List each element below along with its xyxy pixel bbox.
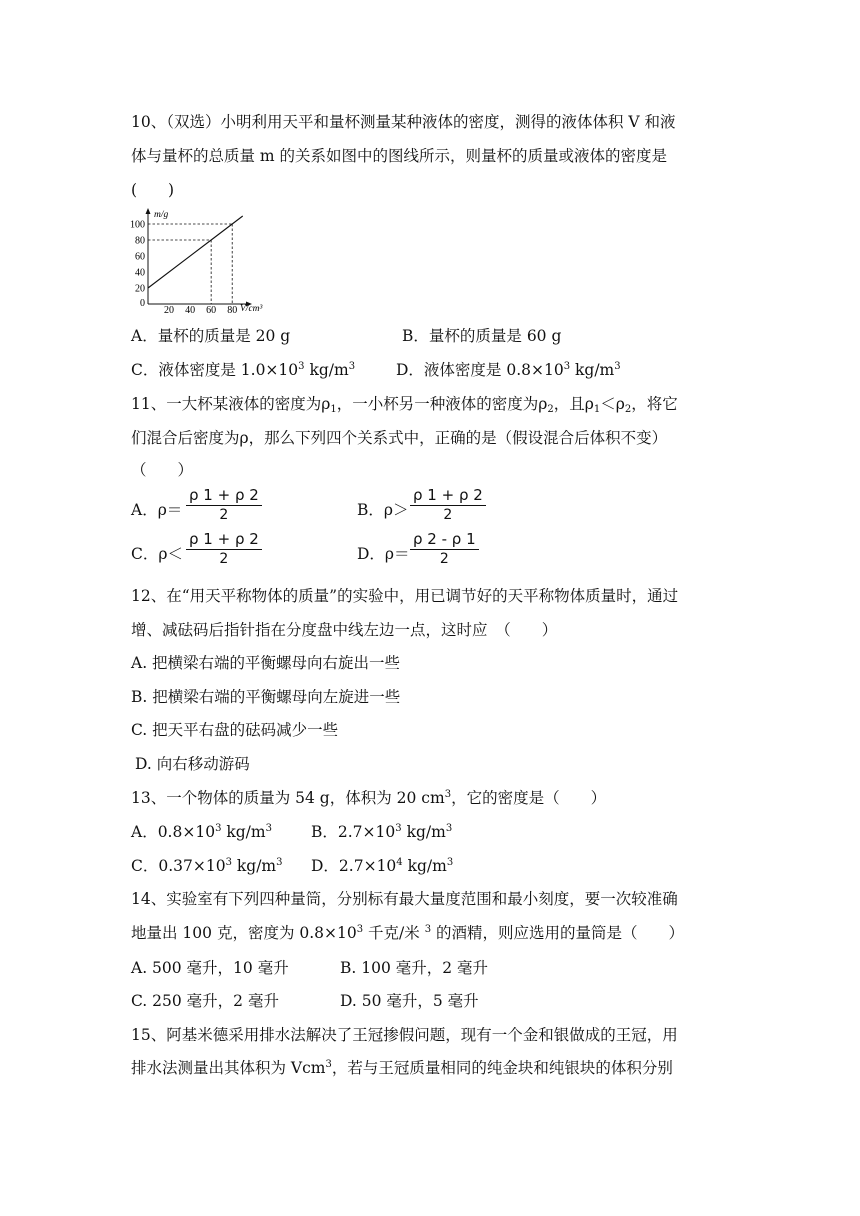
q14-option-d[interactable]: D. 50 毫升，5 毫升 <box>340 992 479 1010</box>
x-tick-label-60: 60 <box>206 305 217 314</box>
y-tick-label-20: 20 <box>135 283 145 295</box>
q14-stem-line2: 地量出 100 克，密度为 $0.8\times 10^3$ 千克/米 $^3$ 的酒精，则应选用的量筒是（ ） <box>131 924 684 942</box>
q11-option-a-fraction: $\frac{\rho 1 + \rho 2}{2}$ <box>186 486 262 524</box>
q14-stem-line1: 14、实验室有下列四种量筒，分别标有最大量度范围和最小刻度，要一次较准确 <box>131 890 678 908</box>
q12-option-c[interactable]: C. 把天平右盘的砝码减少一些 <box>131 721 339 739</box>
q12-stem-line1: 12、在“用天平称物体的质量”的实验中，用已调节好的天平称物体质量时，通过 <box>131 587 679 605</box>
q13-option-d[interactable]: D．$2.7\times 10^4$ $kg/m^3$ <box>311 857 454 875</box>
y-tick-label-100: 100 <box>130 219 145 231</box>
q12-option-b[interactable]: B. 把横梁右端的平衡螺母向左旋进一些 <box>131 688 401 706</box>
q10-option-c[interactable]: C．液体密度是 $1.0\times 10^3$ $kg/m^3$ <box>131 361 356 379</box>
q13-option-a[interactable]: A．$0.8\times 10^3$ $kg/m^3$ <box>131 823 272 841</box>
y-tick-label-80: 80 <box>135 235 145 247</box>
q11-option-b[interactable]: B．ρ＞ <box>357 501 409 519</box>
q12-stem-line2: 增、减砝码后指针指在分度盘中线左边一点，这时应 （ ） <box>131 621 558 639</box>
x-axis-label: V/cm³ <box>240 304 263 314</box>
x-tick-label-40: 40 <box>185 305 196 314</box>
x-tick-label-20: 20 <box>164 305 175 314</box>
y-tick-label-40: 40 <box>135 267 145 279</box>
y-tick-label-60: 60 <box>135 251 145 263</box>
q10-option-d[interactable]: D．液体密度是 $0.8\times 10^3$ $kg/m^3$ <box>396 361 621 379</box>
q13-option-b[interactable]: B．$2.7\times 10^3$ $kg/m^3$ <box>311 823 453 841</box>
q10-stem-line3: ( ) <box>131 181 175 199</box>
q11-stem-line3: （ ） <box>131 461 194 479</box>
y-axis-label: m/g <box>154 210 169 220</box>
q11-option-c[interactable]: C．ρ＜ <box>131 545 183 563</box>
q11-option-c-fraction: $\frac{\rho 1 + \rho 2}{2}$ <box>186 530 262 568</box>
y-axis-arrow <box>146 208 151 214</box>
q12-option-d[interactable]: D. 向右移动游码 <box>135 755 250 773</box>
q11-option-d-fraction: $\frac{\rho 2 - \rho 1}{2}$ <box>410 530 479 568</box>
q10-chart <box>120 204 285 314</box>
q11-option-d[interactable]: D．ρ＝ <box>357 545 410 563</box>
q10-stem-line1: 10、（双选）小明利用天平和量杯测量某种液体的密度，测得的液体体积 V 和液 <box>131 113 676 131</box>
q12-option-a[interactable]: A. 把横梁右端的平衡螺母向右旋出一些 <box>131 654 401 672</box>
q15-stem-line2: 排水法测量出其体积为 Vcm$^3$，若与王冠质量相同的纯金块和纯银块的体积分别 <box>131 1059 673 1077</box>
origin-label: 0 <box>140 298 145 309</box>
q13-stem-line1: 13、一个物体的质量为 54 g，体积为 20 $cm^3$，它的密度是（ ） <box>131 789 607 807</box>
series-line <box>148 216 243 288</box>
q15-stem-line1: 15、阿基米德采用排水法解决了王冠掺假问题，现有一个金和银做成的王冠，用 <box>131 1026 678 1044</box>
q10-option-b[interactable]: B．量杯的质量是 60 g <box>402 327 562 345</box>
q11-option-a[interactable]: A．ρ＝ <box>131 501 183 519</box>
q14-option-c[interactable]: C. 250 毫升，2 毫升 <box>131 992 279 1010</box>
q11-stem-line1: 11、一大杯某液体的密度为$\rho_1$，一小杯另一种液体的密度为$\rho_2$，且$\rho_1<\rho_2$，将它 <box>131 395 678 415</box>
x-tick-label-80: 80 <box>227 305 238 314</box>
q14-option-a[interactable]: A. 500 毫升，10 毫升 <box>131 959 289 977</box>
q14-option-b[interactable]: B. 100 毫升，2 毫升 <box>340 959 489 977</box>
q10-stem-line2: 体与量杯的总质量 m 的关系如图中的图线所示，则量杯的质量或液体的密度是 <box>131 147 668 165</box>
q13-option-c[interactable]: C．$0.37\times 10^3$ $kg/m^3$ <box>131 857 283 875</box>
q10-option-a[interactable]: A．量杯的质量是 20 g <box>131 327 291 345</box>
q11-option-b-fraction: $\frac{\rho 1 + \rho 2}{2}$ <box>410 486 486 524</box>
q11-stem-line2: 们混合后密度为ρ，那么下列四个关系式中，正确的是（假设混合后体积不变） <box>131 429 668 447</box>
